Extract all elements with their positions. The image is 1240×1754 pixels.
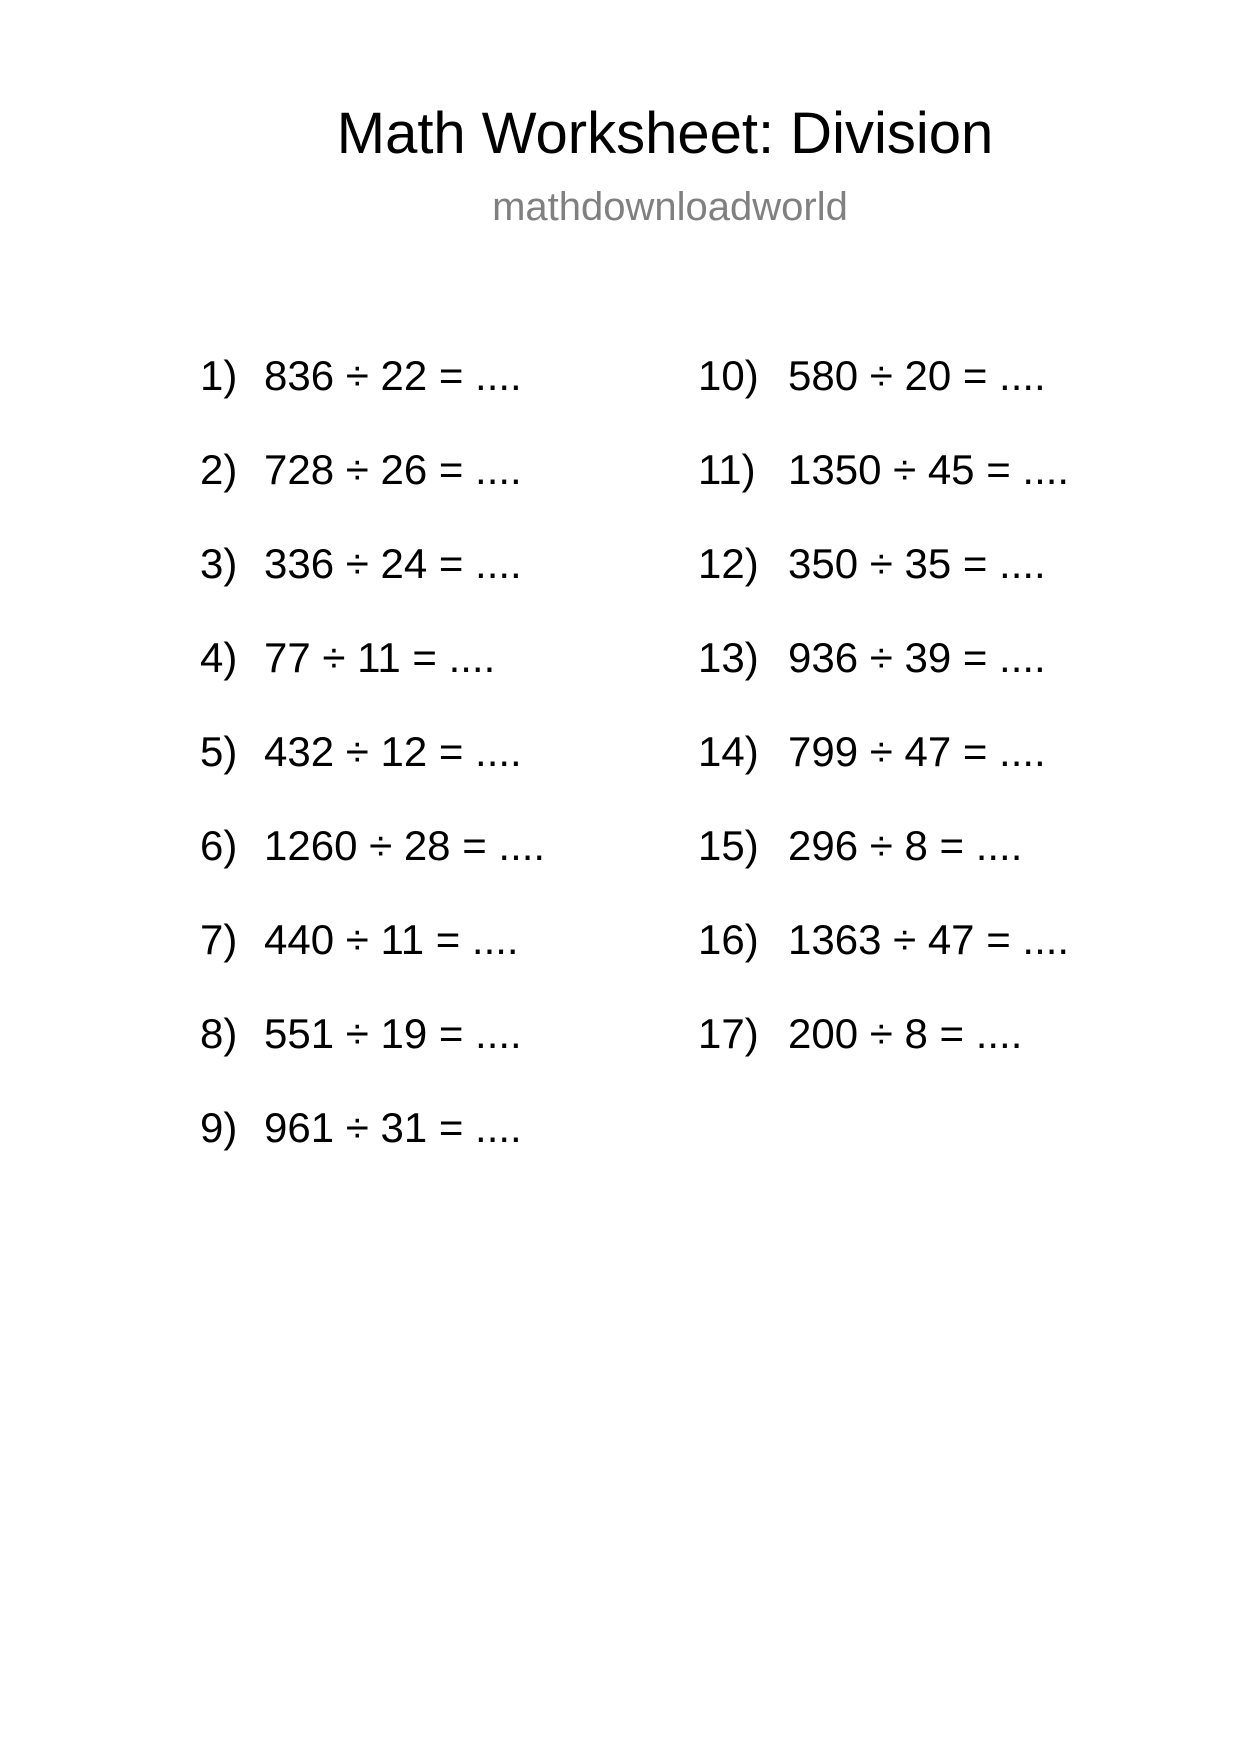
problem-number: 17) [698, 1010, 759, 1057]
problem-expression: 77 ÷ 11 = .... [264, 634, 496, 681]
problem-item [698, 816, 1022, 876]
problem-expression: 440 ÷ 11 = .... [264, 916, 519, 963]
problem-number: 9) [200, 1104, 238, 1151]
problem-item [698, 440, 1069, 500]
problem-item [200, 346, 522, 406]
problem-expression: 296 ÷ 8 = .... [788, 822, 1023, 869]
problem-item [200, 722, 522, 782]
problem-item [698, 1004, 1022, 1064]
problem-number: 1) [200, 352, 238, 399]
problem-expression: 432 ÷ 12 = .... [264, 728, 522, 775]
problem-expression: 1260 ÷ 28 = .... [264, 822, 546, 869]
problem-number: 14) [698, 728, 759, 775]
problem-number: 8) [200, 1010, 238, 1057]
problem-number: 6) [200, 822, 238, 869]
problem-number: 12) [698, 540, 759, 587]
problem-item [698, 534, 1046, 594]
problem-expression: 551 ÷ 19 = .... [264, 1010, 522, 1057]
problem-expression: 961 ÷ 31 = .... [264, 1104, 522, 1151]
problem-item [200, 1004, 522, 1064]
problem-number: 7) [200, 916, 238, 963]
problem-number: 2) [200, 446, 238, 493]
problem-expression: 936 ÷ 39 = .... [788, 634, 1046, 681]
problem-item [200, 628, 495, 688]
problem-number: 3) [200, 540, 238, 587]
problem-expression: 200 ÷ 8 = .... [788, 1010, 1023, 1057]
page-subtitle: mathdownloadworld [492, 185, 848, 229]
problem-expression: 799 ÷ 47 = .... [788, 728, 1046, 775]
problem-expression: 1350 ÷ 45 = .... [788, 446, 1070, 493]
problem-item [200, 910, 519, 970]
page-title: Math Worksheet: Division [336, 101, 994, 166]
problem-number: 4) [200, 634, 238, 681]
problem-number: 11) [698, 446, 756, 493]
problem-expression: 728 ÷ 26 = .... [264, 446, 522, 493]
problem-number: 16) [698, 916, 759, 963]
problem-number: 15) [698, 822, 759, 869]
problem-item [200, 1098, 522, 1158]
problem-expression: 580 ÷ 20 = .... [788, 352, 1046, 399]
problem-number: 5) [200, 728, 238, 775]
problem-number: 10) [698, 352, 759, 399]
problem-item [200, 816, 545, 876]
problem-number: 13) [698, 634, 759, 681]
problem-item [200, 534, 522, 594]
problem-item [698, 346, 1046, 406]
problem-item [698, 910, 1069, 970]
problem-item [200, 440, 522, 500]
problem-expression: 1363 ÷ 47 = .... [788, 916, 1070, 963]
problem-item [698, 628, 1046, 688]
problem-item [698, 722, 1046, 782]
problem-expression: 836 ÷ 22 = .... [264, 352, 522, 399]
problem-expression: 336 ÷ 24 = .... [264, 540, 522, 587]
problem-expression: 350 ÷ 35 = .... [788, 540, 1046, 587]
